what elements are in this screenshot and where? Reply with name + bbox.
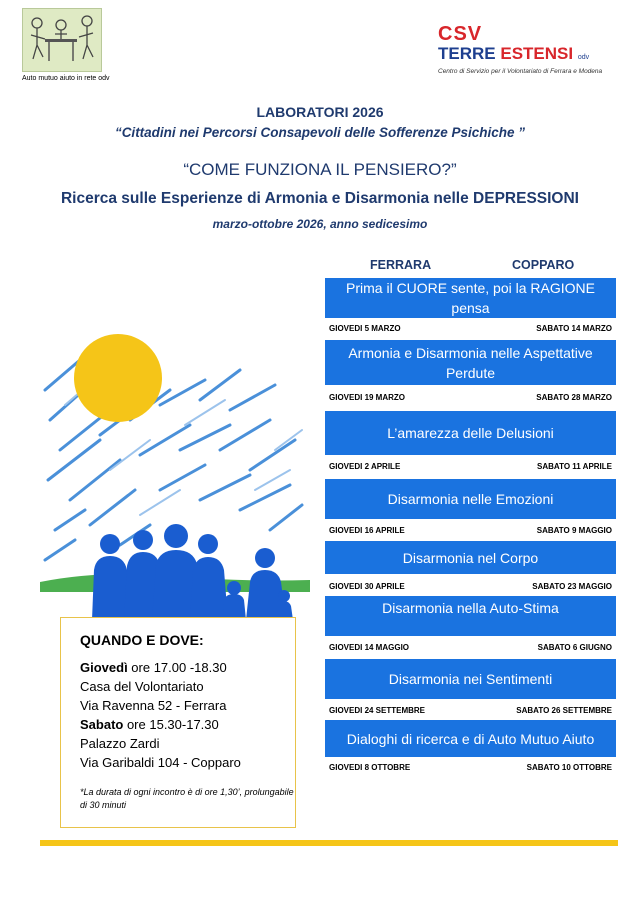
duration-note: *La durata di ogni incontro è di ore 1,30’, prolungabile di 30 minuti [80,787,294,810]
theme-title: Ricerca sulle Esperienze di Armonia e Disarmonia nelle DEPRESSIONI [60,190,579,207]
address-copparo: Via Garibaldi 104 - Copparo [80,755,241,770]
csv-logo-line1: CSV [438,23,483,45]
session-title-3: L’amarezza delle Delusioni [325,411,616,455]
ama-logo [22,8,110,90]
session-title-4: Disarmonia nelle Emozioni [325,479,616,519]
csv-logo-line2 [438,44,628,67]
csv-logo-estensi: ESTENSI [500,44,574,63]
column-header-ferrara: FERRARA [370,258,432,272]
session-date-ferrara: GIOVEDI 24 SETTEMBRE [329,706,426,715]
copparo-schedule-line [80,715,295,734]
session-title-7: Disarmonia nei Sentimenti [325,659,616,699]
session-date-copparo: SABATO 10 OTTOBRE [526,763,612,772]
sun-and-people-illustration [40,330,310,620]
session-date-copparo: SABATO 26 SETTEMBRE [516,706,612,715]
session-title-8: Dialoghi di ricerca e di Auto Mutuo Aiuto [325,720,616,757]
session-date-ferrara: GIOVEDI 16 APRILE [329,526,405,535]
session-dates-2 [329,393,612,402]
session-title-1: Prima il CUORE sente, poi la RAGIONE pensa [325,278,616,318]
csv-logo-odv: odv [577,54,590,61]
ama-logo-drawing [22,8,102,72]
venue-copparo: Palazzo Zardi [80,736,160,751]
ama-logo-caption: Auto mutuo aiuto in rete odv [22,75,110,82]
csv-logo-terre: TERRE [438,44,496,63]
session-date-ferrara: GIOVEDI 14 MAGGIO [329,643,410,652]
day-thursday: Giovedì [80,660,128,675]
session-date-copparo: SABATO 11 APRILE [537,462,612,471]
time-thursday: ore 17.00 -18.30 [127,660,227,675]
when-where-box [60,617,296,828]
period-text: marzo-ottobre 2026, anno sedicesimo [212,217,428,231]
csv-logo-tagline: Centro di Servizio per il Volontariato di Ferrara e Modena [438,68,603,75]
session-date-copparo: SABATO 9 MAGGIO [536,526,612,535]
question-title: “COME FUNZIONA IL PENSIERO?” [183,160,457,179]
session-dates-8 [329,763,612,772]
page-title: LABORATORI 2026 [256,104,384,120]
session-title-2: Armonia e Disarmonia nelle Aspettative Perdute [325,340,616,385]
when-where-heading: QUANDO E DOVE: [80,632,204,648]
session-dates-5 [329,582,612,591]
session-date-copparo: SABATO 6 GIUGNO [537,643,612,652]
day-saturday: Sabato [80,717,124,732]
session-dates-4 [329,526,612,535]
session-date-copparo: SABATO 14 MARZO [536,324,612,333]
people-at-table-icon [23,9,101,71]
csv-logo [438,24,628,75]
session-dates-1 [329,324,612,333]
session-date-ferrara: GIOVEDI 2 APRILE [329,462,401,471]
session-title-6: Disarmonia nella Auto-Stima [325,596,616,636]
page-subtitle: “Cittadini nei Percorsi Consapevoli delle Sofferenze Psichiche ” [114,125,526,140]
session-date-copparo: SABATO 23 MAGGIO [532,582,612,591]
people-silhouettes [92,524,293,620]
column-header-copparo: COPPARO [512,258,575,272]
sun-icon [74,334,162,422]
venue-ferrara: Casa del Volontariato [80,679,204,694]
time-saturday: ore 15.30-17.30 [123,717,219,732]
session-title-5: Disarmonia nel Corpo [325,541,616,574]
bottom-divider [40,840,618,846]
session-dates-3 [329,462,612,471]
ferrara-schedule-line [80,658,295,677]
session-dates-7 [329,706,612,715]
session-date-copparo: SABATO 28 MARZO [536,393,612,402]
session-dates-6 [329,643,612,652]
session-date-ferrara: GIOVEDI 8 OTTOBRE [329,763,411,772]
session-date-ferrara: GIOVEDI 19 MARZO [329,393,406,402]
address-ferrara: Via Ravenna 52 - Ferrara [80,698,227,713]
session-date-ferrara: GIOVEDI 30 APRILE [329,582,405,591]
session-date-ferrara: GIOVEDI 5 MARZO [329,324,401,333]
